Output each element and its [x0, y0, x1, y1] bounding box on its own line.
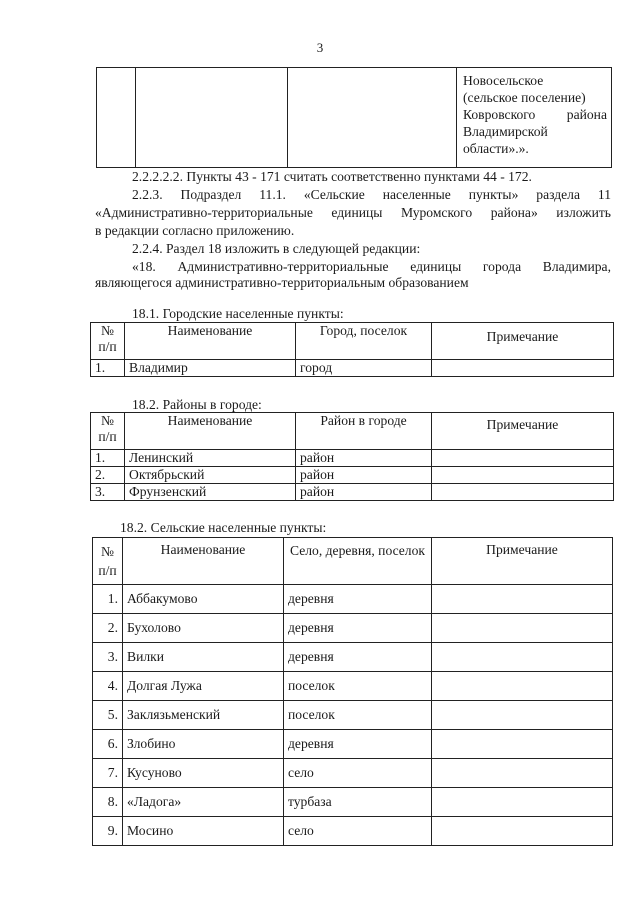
header-name: Наименование — [125, 323, 296, 360]
table2-city-districts — [90, 412, 614, 501]
header-num: № п/п — [91, 323, 125, 360]
row-type: деревня — [284, 643, 432, 672]
cell-line: (сельское поселение) — [463, 90, 586, 105]
table-row — [93, 788, 613, 817]
cell-line: Владимирской — [463, 124, 548, 139]
row-num: 2. — [93, 614, 123, 643]
table-row — [93, 817, 613, 846]
table-row — [91, 484, 614, 501]
continuation-table — [96, 67, 612, 168]
row-type: район — [296, 484, 432, 501]
header-type: Район в городе — [296, 413, 432, 450]
table-cell — [288, 68, 457, 168]
row-type: деревня — [284, 585, 432, 614]
row-num: 9. — [93, 817, 123, 846]
table-cell — [457, 68, 612, 168]
row-num: 4. — [93, 672, 123, 701]
row-num: 8. — [93, 788, 123, 817]
table-row — [93, 701, 613, 730]
table-row — [93, 614, 613, 643]
row-num: 3. — [93, 643, 123, 672]
header-num: № п/п — [93, 538, 123, 585]
row-note — [432, 788, 613, 817]
row-note — [432, 672, 613, 701]
row-name: Заклязьменский — [123, 701, 284, 730]
row-note — [432, 484, 614, 501]
header-type: Село, деревня, поселок — [284, 538, 432, 585]
table3-caption: 18.2. Сельские населенные пункты: — [120, 520, 327, 535]
header-note: Примечание — [432, 538, 613, 585]
table-row — [93, 672, 613, 701]
table-row — [91, 450, 614, 467]
row-name: Мосино — [123, 817, 284, 846]
header-note: Примечание — [432, 413, 614, 450]
row-num: 1. — [91, 360, 125, 377]
table-row — [91, 360, 614, 377]
row-num: 2. — [91, 467, 125, 484]
paragraph-18-line: «18. Административно-территориальные единицы города Владимира, — [132, 259, 611, 274]
row-num: 5. — [93, 701, 123, 730]
row-type: район — [296, 467, 432, 484]
row-type: поселок — [284, 672, 432, 701]
row-note — [432, 817, 613, 846]
row-note — [432, 730, 613, 759]
row-note — [432, 759, 613, 788]
row-note — [432, 701, 613, 730]
row-note — [432, 360, 614, 377]
table-row — [93, 643, 613, 672]
row-name: Вилки — [123, 643, 284, 672]
row-num: 1. — [91, 450, 125, 467]
row-name: Долгая Лужа — [123, 672, 284, 701]
row-name: Фрунзенский — [125, 484, 296, 501]
table3-rural-settlements — [92, 537, 613, 846]
row-note — [432, 643, 613, 672]
cell-line: области».». — [463, 141, 529, 156]
paragraph-2-2-4: 2.2.4. Раздел 18 изложить в следующей редакции: — [132, 241, 421, 256]
table1-urban-settlements — [90, 322, 614, 377]
paragraph-pp-2-2-2-2-2: 2.2.2.2.2. Пункты 43 - 171 считать соответственно пунктами 44 - 172. — [132, 169, 532, 184]
row-name: Бухолово — [123, 614, 284, 643]
paragraph-18-line: являющегося административно-территориальным образованием — [95, 275, 469, 290]
table1-caption: 18.1. Городские населенные пункты: — [132, 306, 344, 321]
row-type: село — [284, 817, 432, 846]
row-num: 1. — [93, 585, 123, 614]
row-type: район — [296, 450, 432, 467]
row-type: город — [296, 360, 432, 377]
row-name: Кусуново — [123, 759, 284, 788]
paragraph-2-2-3-line: в редакции согласно приложению. — [95, 223, 295, 238]
row-note — [432, 614, 613, 643]
row-num: 3. — [91, 484, 125, 501]
header-type: Город, поселок — [296, 323, 432, 360]
row-name: Владимир — [125, 360, 296, 377]
header-name: Наименование — [123, 538, 284, 585]
row-name: Злобино — [123, 730, 284, 759]
row-note — [432, 450, 614, 467]
row-type: турбаза — [284, 788, 432, 817]
row-type: деревня — [284, 730, 432, 759]
table-row — [91, 467, 614, 484]
row-name: Октябрьский — [125, 467, 296, 484]
row-num: 6. — [93, 730, 123, 759]
row-name: Ленинский — [125, 450, 296, 467]
table-row — [93, 585, 613, 614]
cell-line — [463, 106, 607, 123]
cell-line: Новосельское — [463, 73, 544, 88]
row-type: деревня — [284, 614, 432, 643]
table-row — [93, 759, 613, 788]
row-note — [432, 467, 614, 484]
table-cell — [97, 68, 136, 168]
row-name: «Ладога» — [123, 788, 284, 817]
table-row — [93, 730, 613, 759]
row-type: поселок — [284, 701, 432, 730]
paragraph-2-2-3-line: «Административно-территориальные единицы Муромского района» изложить — [95, 205, 611, 220]
table-cell — [136, 68, 288, 168]
paragraph-2-2-3-line: 2.2.3. Подраздел 11.1. «Сельские населенные пункты» раздела 11 — [132, 187, 611, 202]
row-type: село — [284, 759, 432, 788]
header-note: Примечание — [432, 323, 614, 360]
row-num: 7. — [93, 759, 123, 788]
page-number: 3 — [316, 40, 324, 55]
row-name: Аббакумово — [123, 585, 284, 614]
row-note — [432, 585, 613, 614]
table2-caption: 18.2. Районы в городе: — [132, 397, 262, 412]
header-num: № п/п — [91, 413, 125, 450]
header-name: Наименование — [125, 413, 296, 450]
cell-line-text: Ковровского района — [463, 107, 607, 122]
